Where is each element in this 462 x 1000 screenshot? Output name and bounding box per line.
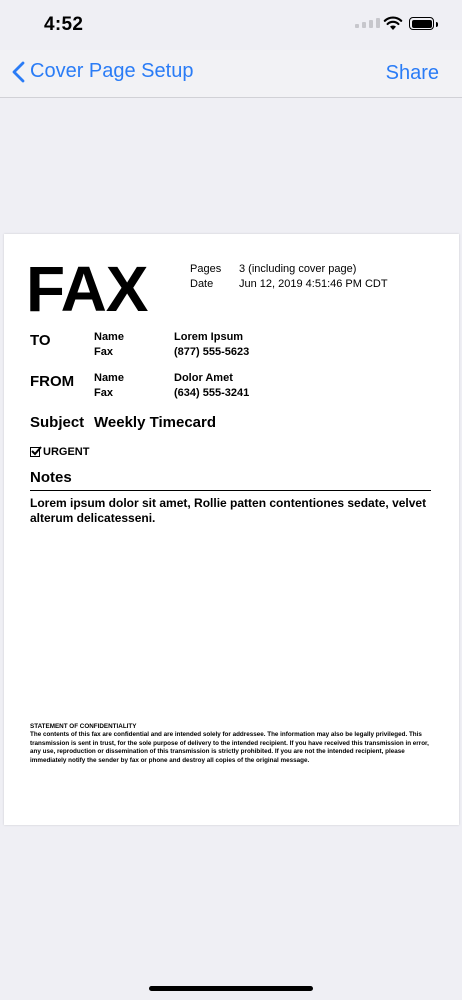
- checkbox-checked-icon: [30, 447, 40, 457]
- notes-title: Notes: [30, 469, 72, 486]
- wifi-icon: [383, 15, 403, 31]
- subject-value: Weekly Timecard: [94, 414, 217, 431]
- from-fax-key: Fax: [94, 387, 113, 399]
- share-button[interactable]: Share: [385, 62, 439, 84]
- confidentiality-body: The contents of this fax are confidential and are intended solely for addressee. The information may also be legally privileged. This transmission is sent in trust, for the sole purpose of delivery to the intended recipient. If you have received this transmission in error, any use, reproduction or dissemination of this transmission is strictly prohibited. If you are not the intended recipient, please immediately notify the sender by fax or phone and destroy all copies of the original message.: [30, 731, 429, 764]
- subject-label: Subject: [30, 414, 85, 431]
- from-name-key: Name: [94, 372, 124, 384]
- signal-icon: [355, 18, 380, 28]
- meta-key: Pages: [190, 263, 222, 275]
- meta-value: 3 (including cover page): [239, 263, 357, 275]
- confidentiality-heading: STATEMENT OF CONFIDENTIALITY: [30, 723, 137, 730]
- to-details: [94, 330, 249, 360]
- from-fax-value: (634) 555-3241: [174, 387, 250, 399]
- to-name-value: Lorem Ipsum: [174, 331, 244, 343]
- fax-cover-page-preview: [4, 234, 459, 825]
- notes-divider: [30, 490, 431, 491]
- navigation-bar: [0, 50, 462, 98]
- from-name-value: Dolor Amet: [174, 372, 233, 384]
- home-indicator[interactable]: [149, 986, 313, 991]
- subject-row: [30, 414, 216, 431]
- meta-value: Jun 12, 2019 4:51:46 PM CDT: [239, 278, 388, 290]
- notes-body: Lorem ipsum dolor sit amet, Rollie patten contentiones sedate, velvet alterum delicatesseni.: [30, 496, 427, 525]
- to-fax-value: (877) 555-5623: [174, 346, 250, 358]
- to-fax-key: Fax: [94, 346, 113, 358]
- chevron-left-icon: [12, 61, 25, 83]
- to-name-key: Name: [94, 331, 124, 343]
- urgent-label: URGENT: [43, 446, 90, 458]
- from-label: FROM: [30, 373, 75, 390]
- battery-icon: [409, 17, 434, 30]
- to-label: TO: [30, 332, 51, 349]
- meta-row-pages: [190, 262, 388, 277]
- fax-meta: [190, 262, 388, 292]
- from-details: [94, 371, 249, 401]
- status-bar: [0, 0, 462, 50]
- back-button-label: Cover Page Setup: [30, 60, 194, 82]
- status-time: 4:52: [44, 14, 84, 35]
- urgent-indicator: [30, 446, 89, 458]
- confidentiality-statement: [30, 723, 432, 765]
- meta-key: Date: [190, 278, 214, 290]
- fax-title: FAX: [26, 253, 148, 325]
- meta-row-date: [190, 277, 388, 292]
- back-button[interactable]: [12, 60, 193, 83]
